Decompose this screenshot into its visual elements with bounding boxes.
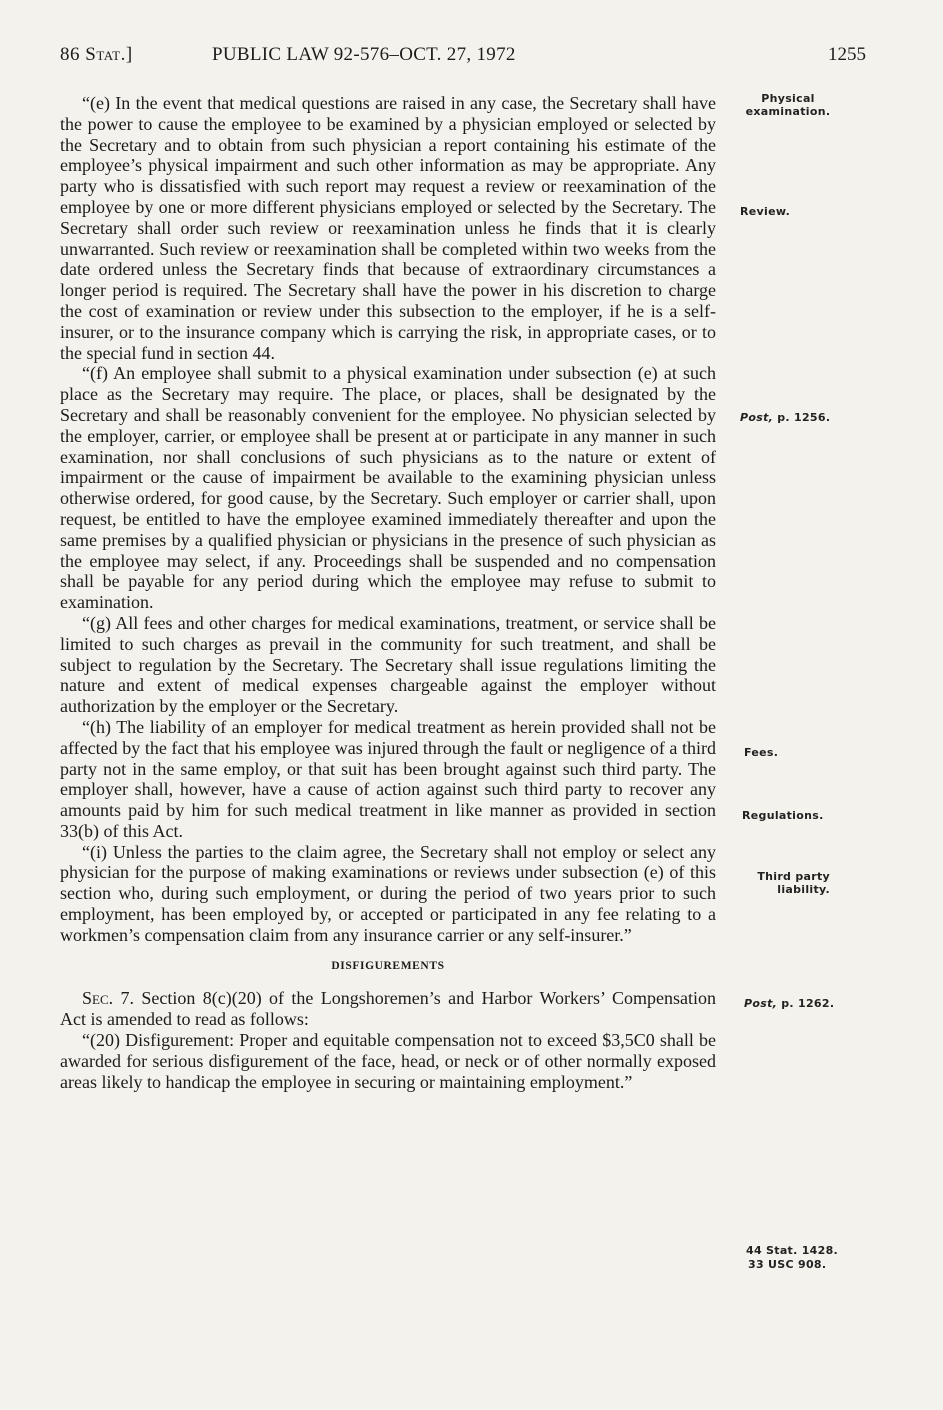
header-title: PUBLIC LAW 92-576–OCT. 27, 1972 xyxy=(212,44,516,65)
paragraph-i: “(i) Unless the parties to the claim agree, the Secretary shall not employ or select any physician for the purpose of making examinations or reviews under subsection (e) of this section who, during such employment, or during the period of two years prior to such employment, has been employed by, or accepted or participated in any fee relating to a workmen’s compensation claim from any insurance carrier or any self-insurer.” xyxy=(60,841,716,945)
margin-note-post-1262 xyxy=(744,997,864,1010)
sec7-label: Sec. 7. xyxy=(82,988,134,1009)
margin-note-review: Review. xyxy=(740,205,791,218)
margin-note-usc: 33 USC 908. xyxy=(748,1258,827,1271)
margin-note-post-1256 xyxy=(740,411,860,424)
paragraph-h: “(h) The liability of an employer for medical treatment as herein provided shall not be affected by the fact that his employee was injured through the fault or negligence of a third party not in the same employ, or that suit has been brought against such third party. The employer shall, however, have a cause of action against such third party to recover any amounts paid by him for such medical treatment in like manner as provided in section 33(b) of this Act. xyxy=(60,716,716,841)
page-header xyxy=(60,44,866,74)
margin-note-fees: Fees. xyxy=(744,746,779,759)
margin-note-regulations: Regulations. xyxy=(742,809,824,822)
margin-note-stat: 44 Stat. 1428. xyxy=(746,1244,839,1257)
sec7-text: Section 8(c)(20) of the Longshoremen’s and Harbor Workers’ Compensation Act is amended to read as follows: xyxy=(60,988,717,1030)
margin-note-third-party: Third party liability. xyxy=(757,870,830,896)
page-number: 1255 xyxy=(828,44,866,65)
body-text xyxy=(60,93,716,1092)
margin-note-post-1256-italic: Post, xyxy=(740,411,774,424)
header-citation: 86 Stat.] xyxy=(60,44,133,65)
paragraph-20: “(20) Disfigurement: Proper and equitable compensation not to exceed $3,5C0 shall be awarded for serious disfigurement of the face, head, or neck or of other normally exposed areas likely to handicap the employee in securing or maintaining employment.” xyxy=(60,1030,716,1092)
margin-note-post-1256-page: p. 1256. xyxy=(773,411,831,424)
section-heading: DISFIGUREMENTS xyxy=(331,959,445,972)
paragraph-g: “(g) All fees and other charges for medical examinations, treatment, or service shall be limited to such charges as prevail in the community for such treatment, and shall be subject to regulation by the Secretary. The Secretary shall issue regulations limiting the nature and extent of medical expenses chargeable against the employer without authorization by the employer or the Secretary. xyxy=(60,612,716,717)
margin-note-post-1262-italic: Post, xyxy=(744,997,778,1010)
paragraph-f: “(f) An employee shall submit to a physical examination under subsection (e) at such place as the Secretary may require. The place, or places, shall be designated by the Secretary and shall be reasonably convenient for the employee. No physician selected by the employer, carrier, or employee shall be present at or participate in any manner in such examination, nor shall conclusions of such physicians as to the nature or extent of impairment or the cause of impairment be available to the examining physician unless otherwise ordered, for good cause, by the Secretary. Such employer or carrier shall, upon request, be entitled to have the employee examined immediately thereafter and upon the same premises by a qualified physician or physicians in the presence of such physician as the employee may select, if any. Proceedings shall be suspended and no compensation shall be payable for any period during which the employee may refuse to submit to examination. xyxy=(60,363,716,613)
margin-note-physical-examination: Physical examination. xyxy=(745,92,831,118)
margin-note-post-1262-page: p. 1262. xyxy=(777,997,835,1010)
paragraph-e: “(e) In the event that medical questions are raised in any case, the Secretary shall have the power to cause the employee to be examined by a physician employed or selected by the Secretary and to obtain from such physician a report containing his estimate of the employee’s physical impairment and such other information as may be appropriate. Any party who is dissatisfied with such report may request a review or reexamination of the employee by one or more different physicians employed or selected by the Secretary. The Secretary shall order such review or reexamination unless he finds that it is clearly unwarranted. Such review or reexamination shall be completed within two weeks from the date ordered unless the Secretary finds that because of extraordinary circumstances a longer period is required. The Secretary shall have the power in his discretion to charge the cost of examination or review under this subsection to the employer, if he is a self-insurer, or to the insurance company which is carrying the risk, in appropriate cases, or to the special fund in section 44. xyxy=(60,93,716,363)
sec7-paragraph xyxy=(60,988,716,1030)
